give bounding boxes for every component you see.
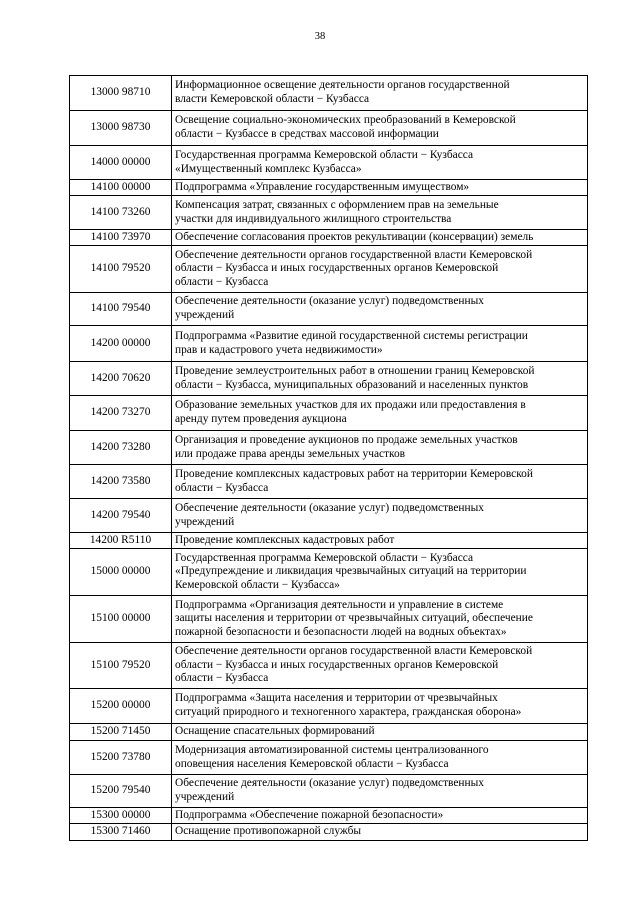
description-line: Организация и проведение аукционов по продаже земельных участков xyxy=(175,433,518,446)
row-code: 14100 73260 xyxy=(70,196,172,230)
row-code: 14200 79540 xyxy=(70,499,172,533)
description-line: Обеспечение деятельности (оказание услуг) подведомственных xyxy=(175,501,484,514)
row-description xyxy=(172,293,588,326)
table-row xyxy=(70,246,588,293)
description-line: Подпрограмма «Защита населения и территории от чрезвычайных xyxy=(175,692,498,705)
row-description xyxy=(172,549,588,596)
description-line: Обеспечение деятельности органов государственной власти Кемеровской xyxy=(175,645,533,658)
table-row xyxy=(70,362,588,396)
row-code: 13000 98710 xyxy=(70,76,172,111)
table-row xyxy=(70,596,588,643)
table-row xyxy=(70,533,588,549)
row-description xyxy=(172,741,588,775)
row-code: 14100 73970 xyxy=(70,230,172,246)
row-code: 15200 79540 xyxy=(70,775,172,808)
row-code: 14200 73580 xyxy=(70,465,172,499)
table-row xyxy=(70,465,588,499)
row-code: 14000 00000 xyxy=(70,146,172,180)
row-description xyxy=(172,76,588,111)
row-description xyxy=(172,689,588,724)
table-row xyxy=(70,146,588,180)
table-row xyxy=(70,775,588,808)
description-line: «Имущественный комплекс Кузбасса» xyxy=(175,162,362,175)
description-line: области − Кузбассе в средствах массовой информации xyxy=(175,128,439,140)
row-code: 15200 73780 xyxy=(70,741,172,775)
description-line: ситуаций природного и техногенного характера, гражданская оборона» xyxy=(175,706,522,718)
description-line: оповещения населения Кемеровской области − Кузбасса xyxy=(175,757,449,770)
description-line: Обеспечение деятельности (оказание услуг) подведомственных xyxy=(175,295,484,308)
description-line: Освещение социально-экономических преобразований в Кемеровской xyxy=(175,114,516,127)
row-description xyxy=(172,808,588,824)
row-description xyxy=(172,643,588,689)
row-description xyxy=(172,196,588,230)
row-description xyxy=(172,824,588,841)
description-line: Оснащение спасательных формирований xyxy=(175,725,375,738)
description-line: области − Кузбасса xyxy=(175,672,269,685)
description-line: власти Кемеровской области − Кузбасса xyxy=(175,93,370,105)
description-line: или продаже права аренды земельных участков xyxy=(175,447,406,460)
row-description xyxy=(172,230,588,246)
description-line: области − Кузбасса, муниципальных образований и населенных пунктов xyxy=(175,378,529,391)
budget-codes-table xyxy=(69,75,588,841)
description-line: участки для индивидуального жилищного строительства xyxy=(175,212,452,225)
row-code: 15300 00000 xyxy=(70,808,172,824)
description-line: Подпрограмма «Организация деятельности и управление в системе xyxy=(175,598,504,611)
description-line: Проведение комплексных кадастровых работ на территории Кемеровской xyxy=(175,467,533,480)
table-row xyxy=(70,76,588,111)
description-line: Обеспечение деятельности органов государственной власти Кемеровской xyxy=(175,248,533,261)
row-code: 15200 71450 xyxy=(70,724,172,741)
description-line: Подпрограмма «Развитие единой государственной системы регистрации xyxy=(175,329,528,342)
description-line: Подпрограмма «Обеспечение пожарной безопасности» xyxy=(175,808,444,821)
row-description xyxy=(172,775,588,808)
row-code: 14100 79540 xyxy=(70,293,172,326)
row-description xyxy=(172,533,588,549)
description-line: пожарной безопасности и безопасности людей на водных объектах» xyxy=(175,625,507,638)
description-line: Кемеровской области − Кузбасса» xyxy=(175,578,340,591)
description-line: прав и кадастрового учета недвижимости» xyxy=(175,343,383,356)
table-row xyxy=(70,293,588,326)
table-row xyxy=(70,724,588,741)
row-code: 15300 71460 xyxy=(70,824,172,841)
description-line: учреждений xyxy=(175,309,235,321)
row-description xyxy=(172,499,588,533)
row-description xyxy=(172,146,588,180)
row-code: 14200 70620 xyxy=(70,362,172,396)
row-description xyxy=(172,111,588,146)
row-code: 15000 00000 xyxy=(70,549,172,596)
row-code: 13000 98730 xyxy=(70,111,172,146)
table-row xyxy=(70,326,588,362)
table-body xyxy=(70,76,588,841)
row-description xyxy=(172,596,588,643)
description-line: Информационное освещение деятельности органов государственной xyxy=(175,79,510,92)
description-line: учреждений xyxy=(175,515,235,528)
table-row xyxy=(70,431,588,465)
table-row xyxy=(70,689,588,724)
row-code: 14100 00000 xyxy=(70,180,172,196)
row-code: 14200 00000 xyxy=(70,326,172,362)
description-line: «Предупреждение и ликвидация чрезвычайных ситуаций на территории xyxy=(175,565,527,578)
row-code: 15100 00000 xyxy=(70,596,172,643)
table-row xyxy=(70,499,588,533)
description-line: области − Кузбасса и иных государственных органов Кемеровской xyxy=(175,658,499,671)
table-row xyxy=(70,549,588,596)
row-code: 15100 79520 xyxy=(70,643,172,689)
table-row xyxy=(70,808,588,824)
description-line: Оснащение противопожарной службы xyxy=(175,825,362,838)
row-description xyxy=(172,326,588,362)
table-row xyxy=(70,643,588,689)
page-number: 38 xyxy=(314,31,326,42)
description-line: Проведение комплексных кадастровых работ xyxy=(175,533,395,546)
description-line: Компенсация затрат, связанных с оформлением прав на земельные xyxy=(175,198,499,211)
description-line: защиты населения и территории от чрезвычайных ситуаций, обеспечение xyxy=(175,612,533,625)
description-line: аренду путем проведения аукциона xyxy=(175,413,347,425)
row-description xyxy=(172,465,588,499)
table-row xyxy=(70,824,588,841)
row-description xyxy=(172,180,588,196)
row-code: 14200 R5110 xyxy=(70,533,172,549)
table-row xyxy=(70,230,588,246)
description-line: области − Кузбасса и иных государственных органов Кемеровской xyxy=(175,262,499,275)
description-line: Обеспечение деятельности (оказание услуг) подведомственных xyxy=(175,777,484,790)
row-code: 14200 73280 xyxy=(70,431,172,465)
description-line: учреждений xyxy=(175,791,235,803)
description-line: Обеспечение согласования проектов рекультивации (консервации) земель xyxy=(175,230,534,243)
table-row xyxy=(70,111,588,146)
row-description xyxy=(172,362,588,396)
description-line: Государственная программа Кемеровской области − Кузбасса xyxy=(175,148,473,161)
row-description xyxy=(172,431,588,465)
row-description xyxy=(172,724,588,741)
description-line: области − Кузбасса xyxy=(175,481,269,494)
table-row xyxy=(70,741,588,775)
table-row xyxy=(70,396,588,431)
row-code: 14100 79520 xyxy=(70,246,172,293)
table-row xyxy=(70,180,588,196)
description-line: области − Кузбасса xyxy=(175,275,269,288)
description-line: Образование земельных участков для их продажи или предоставления в xyxy=(175,399,526,412)
row-code: 14200 73270 xyxy=(70,396,172,431)
row-description xyxy=(172,246,588,293)
row-description xyxy=(172,396,588,431)
description-line: Государственная программа Кемеровской области − Кузбасса xyxy=(175,551,473,564)
description-line: Подпрограмма «Управление государственным имуществом» xyxy=(175,180,470,193)
table-row xyxy=(70,196,588,230)
description-line: Проведение землеустроительных работ в отношении границ Кемеровской xyxy=(175,364,535,377)
description-line: Модернизация автоматизированной системы централизованного xyxy=(175,743,489,756)
row-code: 15200 00000 xyxy=(70,689,172,724)
